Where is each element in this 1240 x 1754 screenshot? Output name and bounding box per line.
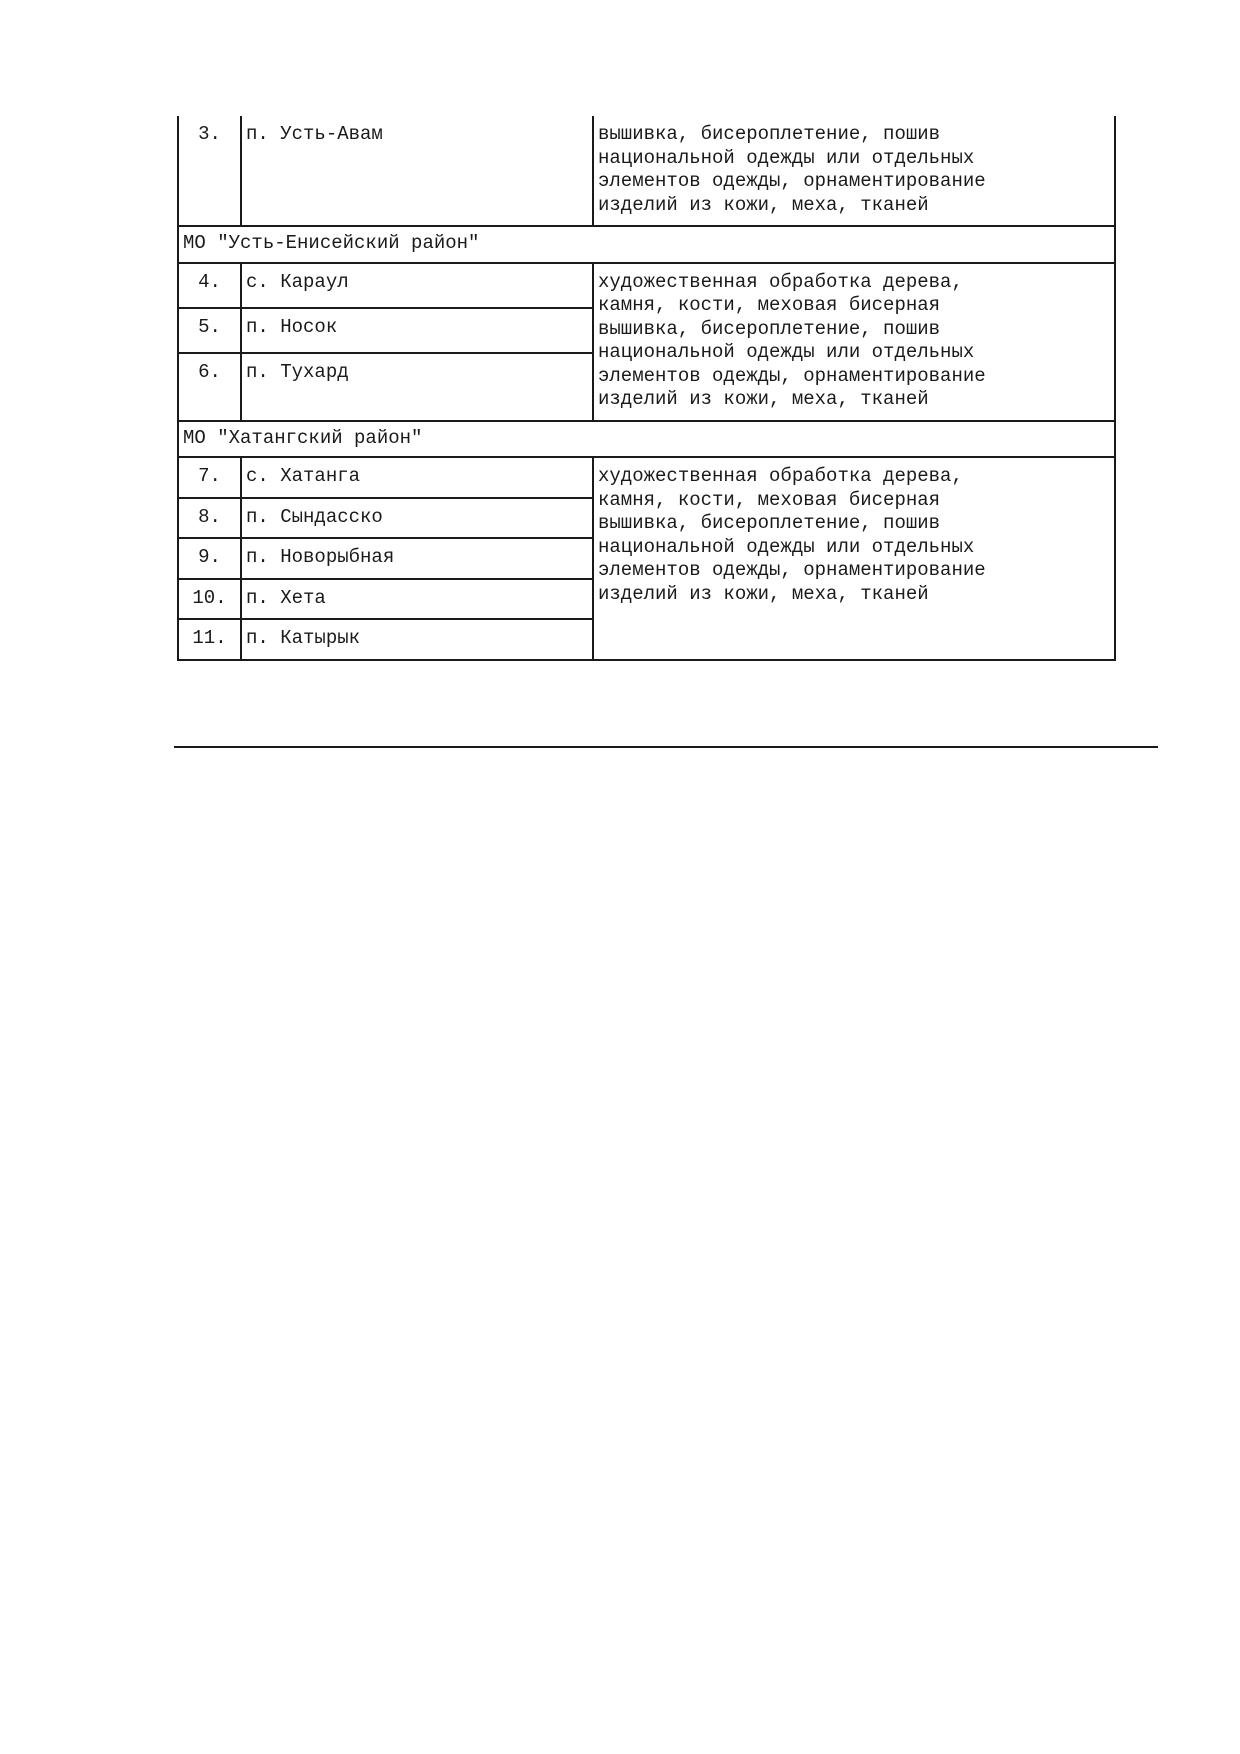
settlement-name: п. Тухард	[241, 353, 593, 421]
section-header-row	[178, 421, 1115, 458]
row-number: 9.	[178, 538, 241, 579]
craft-description: художественная обработка дерева, камня, кости, меховая бисерная вышивка, бисероплетение, пошив национальной одежды или отдельных элементов одежды, орнаментирование изделий из кожи, меха, тканей	[593, 263, 1115, 421]
settlement-name: п. Сындасско	[241, 498, 593, 539]
settlement-name: с. Хатанга	[241, 457, 593, 498]
settlement-name: п. Новорыбная	[241, 538, 593, 579]
settlement-name: с. Караул	[241, 263, 593, 308]
row-number: 11.	[178, 619, 241, 660]
table-row	[178, 116, 1115, 226]
section-title-khatanga: МО "Хатангский район"	[178, 421, 1115, 458]
craft-description: художественная обработка дерева, камня, кости, меховая бисерная вышивка, бисероплетение, пошив национальной одежды или отдельных элементов одежды, орнаментирование изделий из кожи, меха, тканей	[593, 457, 1115, 660]
row-number: 10.	[178, 579, 241, 620]
row-number: 3.	[178, 116, 241, 226]
settlement-name: п. Катырык	[241, 619, 593, 660]
row-number: 8.	[178, 498, 241, 539]
footnote-separator-line	[174, 746, 1158, 748]
settlement-name: п. Носок	[241, 308, 593, 353]
section-header-row	[178, 226, 1115, 263]
section-title-ust-yenisei: МО "Усть-Енисейский район"	[178, 226, 1115, 263]
row-number: 7.	[178, 457, 241, 498]
crafts-table	[177, 116, 1116, 661]
craft-description: вышивка, бисероплетение, пошив национальной одежды или отдельных элементов одежды, орнаментирование изделий из кожи, меха, тканей	[593, 116, 1115, 226]
table-row	[178, 457, 1115, 498]
row-number: 4.	[178, 263, 241, 308]
table-row	[178, 263, 1115, 308]
settlement-name: п. Усть-Авам	[241, 116, 593, 226]
row-number: 6.	[178, 353, 241, 421]
row-number: 5.	[178, 308, 241, 353]
settlement-name: п. Хета	[241, 579, 593, 620]
